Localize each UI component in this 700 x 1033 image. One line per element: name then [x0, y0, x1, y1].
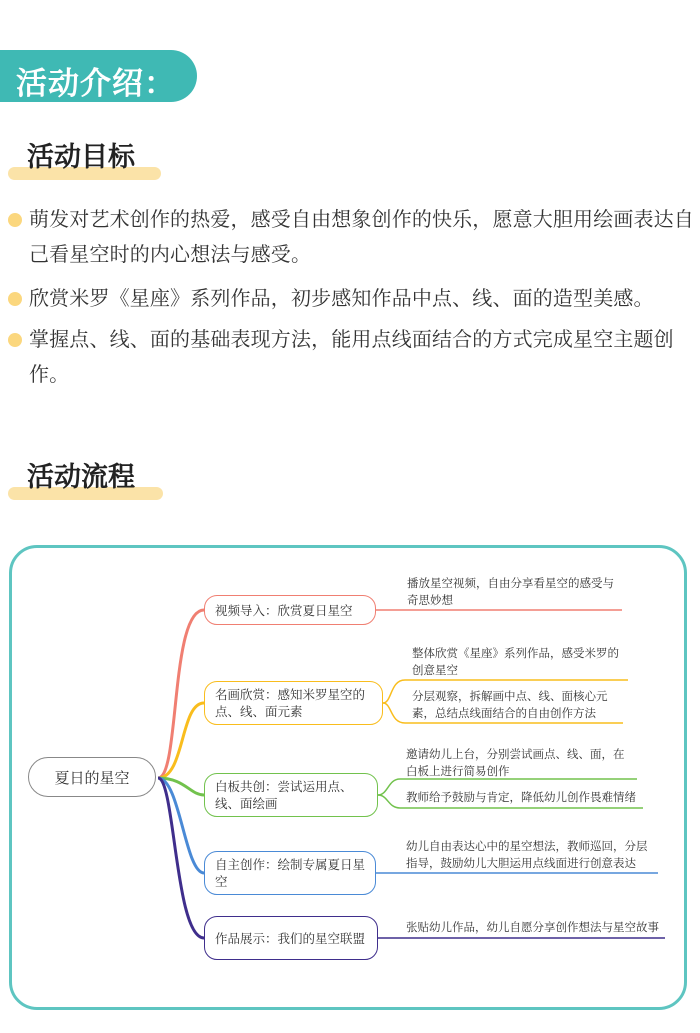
goal-item-text: 掌握点、线、面的基础表现方法，能用点线面结合的方式完成星空主题创作。: [29, 327, 674, 386]
mindmap-node-work-display: [204, 916, 378, 960]
mindmap-detail-3b: 教师给予鼓励与肯定，降低幼儿创作畏难情绪: [406, 790, 636, 804]
goal-item-text: 萌发对艺术创作的热爱，感受自由想象创作的快乐，愿意大胆用绘画表达自己看星空时的内心想法与感受。: [29, 207, 694, 266]
mindmap-node-label: 作品展示：我们的星空联盟: [215, 930, 366, 946]
mindmap-root-node: [28, 757, 156, 797]
mindmap-node-independent-creation: [204, 851, 376, 895]
mindmap-detail-2b: 分层观察，拆解画中点、线、面核心元素，总结点线面结合的自由创作方法: [412, 689, 608, 720]
mindmap-node-painting-appreciation: [204, 681, 383, 725]
mindmap-node-label: 自主创作：绘制专属夏日星空: [215, 857, 366, 889]
mindmap-node-label: 名画欣赏：感知米罗星空的点、线、面元素: [215, 687, 366, 719]
goal-item-text: 欣赏米罗《星座》系列作品，初步感知作品中点、线、面的造型美感。: [29, 286, 654, 310]
mindmap-detail-2a: 整体欣赏《星座》系列作品，感受米罗的创意星空: [412, 646, 619, 677]
mindmap-node-video-intro: [204, 595, 376, 625]
mindmap-detail-1a: 播放星空视频，自由分享看星空的感受与奇思妙想: [407, 576, 614, 607]
mindmap-node-whiteboard-cocreation: [204, 773, 378, 817]
intro-title: 活动介绍：: [16, 66, 176, 102]
mindmap-node-label: 白板共创：尝试运用点、线、面绘画: [215, 779, 353, 811]
branch-connector-1: [158, 610, 204, 778]
goals-heading-text: 活动目标: [27, 142, 135, 173]
mindmap-root-label: 夏日的星空: [54, 768, 130, 787]
mindmap-detail-4a: 幼儿自由表达心中的星空想法，教师巡回，分层指导，鼓励幼儿大胆运用点线面进行创意表达: [406, 839, 648, 870]
mindmap-detail-3a: 邀请幼儿上台，分别尝试画点、线、面，在白板上进行简易创作: [406, 747, 625, 778]
process-heading-text: 活动流程: [27, 462, 135, 493]
mindmap-detail-5a: 张贴幼儿作品，幼儿自愿分享创作想法与星空故事: [406, 920, 659, 934]
mindmap-node-label: 视频导入：欣赏夏日星空: [215, 602, 353, 618]
branch-connector-5: [158, 778, 204, 938]
